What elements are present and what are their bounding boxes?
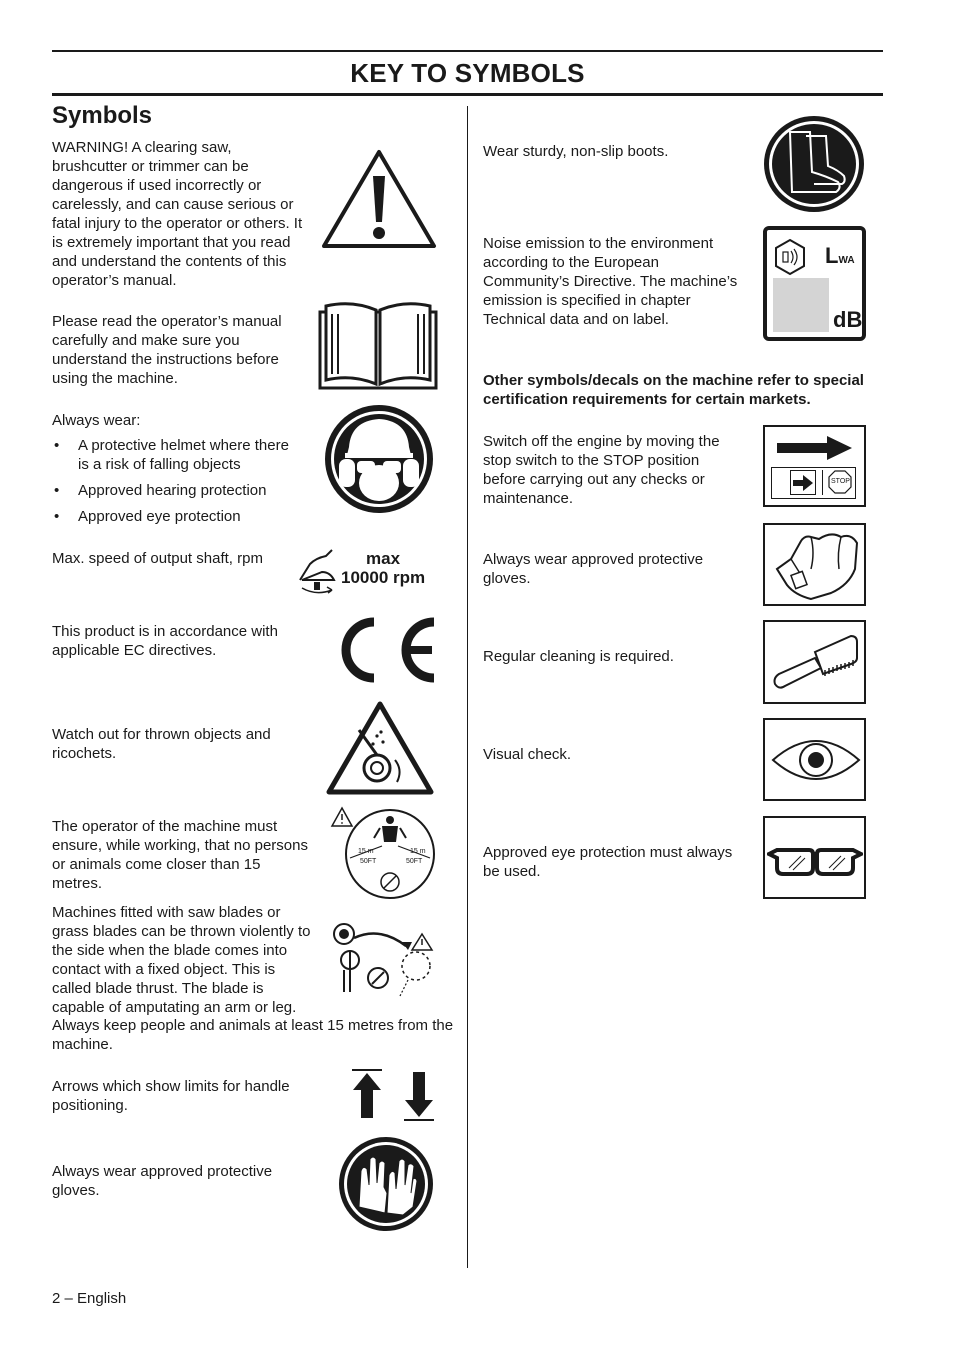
warning-text: WARNING! A clearing saw, brushcutter or trimmer can be dangerous if used incorrectly or carelessly, and can cause serious or fatal injury to the operator or others. It is extremely important that you read and understand the contents of this operator’s manual.: [52, 139, 303, 289]
noise-emission-symbol: [763, 226, 866, 341]
thrown-objects-text: Watch out for thrown objects and ricochets.: [52, 726, 271, 762]
section-title: Symbols: [52, 102, 153, 129]
noise-lwa-sub: WA: [838, 255, 855, 266]
column-divider: [467, 106, 468, 1268]
distance-label-right-ft: 50FT: [406, 858, 423, 865]
visual-check-symbol-box: [763, 718, 866, 801]
eye-protection-symbol-box: [763, 816, 866, 899]
page-title: KEY TO SYMBOLS: [350, 58, 585, 88]
gloves-text-right: Always wear approved protective gloves.: [483, 551, 704, 587]
stop-switch-panel: [771, 467, 856, 499]
list-item: • Approved hearing protection: [52, 481, 302, 500]
max-speed-symbol-line2: 10000 rpm: [341, 568, 426, 587]
safety-glasses-icon: [767, 840, 863, 880]
top-rule: [52, 50, 883, 52]
noise-text: Noise emission to the environment according to the European Community’s Directive. The machine’s emission is specified in chapter Technical data and on label.: [483, 235, 738, 328]
helmet-hearing-eye-protection-icon: [323, 403, 435, 515]
blade-thrust-text: Machines fitted with saw blades or grass blades can be thrown violently to the side when the blade comes into contact with a fixed object. This is called blade thrust. The blade is capable of amputating an arm or leg.: [52, 904, 311, 1016]
switch-slot-2: [822, 470, 823, 495]
max-speed-symbol-line1: max: [366, 549, 401, 568]
distance-label-left: 15 m: [358, 848, 374, 855]
protective-gloves-icon: [337, 1135, 435, 1233]
other-symbols-note: Other symbols/decals on the machine refer to special certification requirements for certain markets.: [483, 372, 864, 408]
max-speed-text: Max. speed of output shaft, rpm: [52, 550, 263, 567]
warning-triangle-icon: [320, 148, 438, 250]
stop-label: STOP: [831, 478, 850, 485]
list-item: • Approved eye protection: [52, 507, 302, 526]
stop-switch-text: Switch off the engine by moving the stop switch to the STOP position before carrying out any checks or maintenance.: [483, 433, 720, 507]
cleaning-text: Regular cleaning is required.: [483, 648, 674, 665]
distance-label-right: 15 m: [410, 848, 426, 855]
boots-icon: [762, 114, 866, 214]
ce-text: This product is in accordance with applicable EC directives.: [52, 623, 278, 659]
boots-text: Wear sturdy, non-slip boots.: [483, 143, 669, 160]
arrow-right-icon: [777, 435, 853, 461]
noise-db-label: dB: [833, 307, 863, 332]
handle-limit-arrows-icon: [350, 1068, 436, 1122]
cleaning-symbol-box: [763, 620, 866, 704]
distance-text: The operator of the machine must ensure, while working, that no persons or animals come closer than 15 metres.: [52, 818, 308, 892]
always-wear-list: [52, 436, 302, 533]
switch-arrow-icon: [793, 475, 813, 491]
brush-icon: [771, 632, 861, 692]
noise-value-area: [773, 278, 829, 332]
stop-switch-symbol: [763, 425, 866, 507]
blade-thrust-text-2: Always keep people and animals at least 15 metres from the machine.: [52, 1017, 454, 1053]
output-shaft-icon: [296, 546, 344, 596]
thrown-objects-warning-icon: [325, 700, 435, 796]
ce-mark-icon: [328, 614, 438, 686]
noise-lwa-label: [825, 244, 855, 273]
always-wear-label: Always wear:: [52, 412, 141, 429]
sound-source-icon: [773, 238, 807, 276]
visual-check-text: Visual check.: [483, 746, 572, 763]
blade-thrust-icon: [330, 920, 440, 1000]
title-underline: [52, 93, 883, 96]
gloves-text-left: Always wear approved protective gloves.: [52, 1163, 273, 1199]
eye-icon: [771, 732, 861, 788]
distance-label-left-ft: 50FT: [360, 858, 377, 865]
list-item: • A protective helmet where there is a risk of falling objects: [52, 436, 302, 474]
noise-lwa-l: L: [825, 243, 839, 268]
operator-manual-icon: [318, 298, 438, 390]
eye-protection-text: Approved eye protection must always be used.: [483, 844, 733, 880]
glove-icon: [771, 529, 861, 601]
page-footer: 2 – English: [52, 1290, 127, 1307]
manual-text: Please read the operator’s manual carefully and make sure you understand the instructions before using the machine.: [52, 313, 282, 387]
gloves-symbol-box: [763, 523, 866, 606]
handle-arrows-text: Arrows which show limits for handle positioning.: [52, 1078, 290, 1114]
